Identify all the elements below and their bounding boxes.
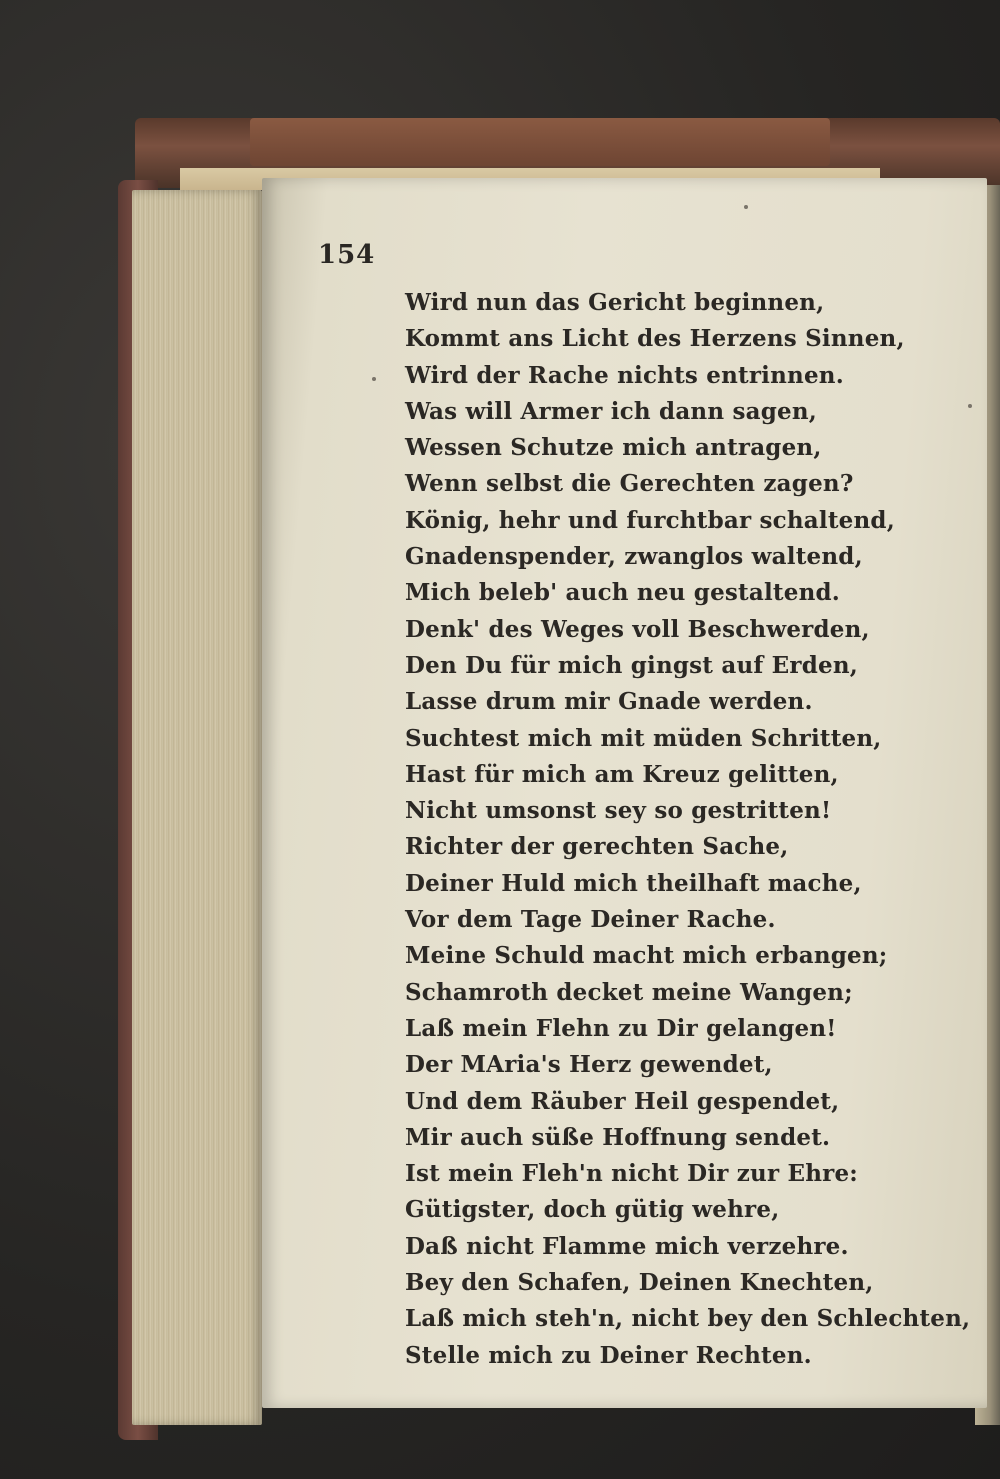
verse-line: Suchtest mich mit müden Schritten,: [405, 724, 882, 752]
verse-line: Was will Armer ich dann sagen,: [405, 397, 817, 425]
paper-speck: [372, 377, 376, 381]
verse-line: Stelle mich zu Deiner Rechten.: [405, 1341, 812, 1369]
verse-line: Ist mein Fleh'n nicht Dir zur Ehre:: [405, 1160, 858, 1188]
verse-line: Laß mein Flehn zu Dir gelangen!: [405, 1014, 837, 1042]
verse-line: Gütigster, doch gütig wehre,: [405, 1196, 780, 1224]
verse-line: Denk' des Weges voll Beschwerden,: [405, 615, 870, 643]
verse-line: Mir auch süße Hoffnung sendet.: [405, 1123, 831, 1151]
verse-line: Und dem Räuber Heil gespendet,: [405, 1087, 840, 1115]
verse-line: Kommt ans Licht des Herzens Sinnen,: [405, 325, 905, 353]
verse-line: Wird nun das Gericht beginnen,: [405, 289, 825, 316]
verse-line: Vor dem Tage Deiner Rache.: [405, 906, 776, 934]
page-edge-stack: [132, 190, 262, 1425]
verse-line: Der MAria's Herz gewendet,: [405, 1051, 773, 1079]
page-number: 154: [318, 240, 376, 270]
verse-line: Hast für mich am Kreuz gelitten,: [405, 760, 839, 788]
verse-line: Bey den Schafen, Deinen Knechten,: [405, 1269, 874, 1297]
verse-line: Deiner Huld mich theilhaft mache,: [405, 869, 862, 897]
verse-line: Den Du für mich gingst auf Erden,: [405, 651, 858, 679]
verse-line: Lasse drum mir Gnade werden.: [405, 688, 813, 716]
verse-line: Wird der Rache nichts entrinnen.: [405, 361, 844, 389]
paper-speck: [744, 205, 748, 209]
verse-line: König, hehr und furchtbar schaltend,: [405, 506, 895, 534]
verse-line: Wenn selbst die Gerechten zagen?: [405, 470, 854, 498]
verse-line: Daß nicht Flamme mich verzehre.: [405, 1232, 849, 1260]
verse-line: Richter der gerechten Sache,: [405, 833, 789, 861]
verse-line: Wessen Schutze mich antragen,: [405, 434, 822, 462]
verse-line: Schamroth decket meine Wangen;: [405, 978, 853, 1006]
verse-line: Meine Schuld macht mich erbangen;: [405, 942, 888, 970]
verse-line: Nicht umsonst sey so gestritten!: [405, 797, 832, 825]
verse-line: Gnadenspender, zwanglos waltend,: [405, 543, 863, 571]
verse-line: Laß mich steh'n, nicht bey den Schlechten,: [405, 1305, 971, 1333]
hymn-verses: [405, 285, 971, 1374]
book-spine-band: [250, 118, 830, 166]
verse-line: Mich beleb' auch neu gestaltend.: [405, 579, 840, 607]
paper-speck: [968, 404, 972, 408]
